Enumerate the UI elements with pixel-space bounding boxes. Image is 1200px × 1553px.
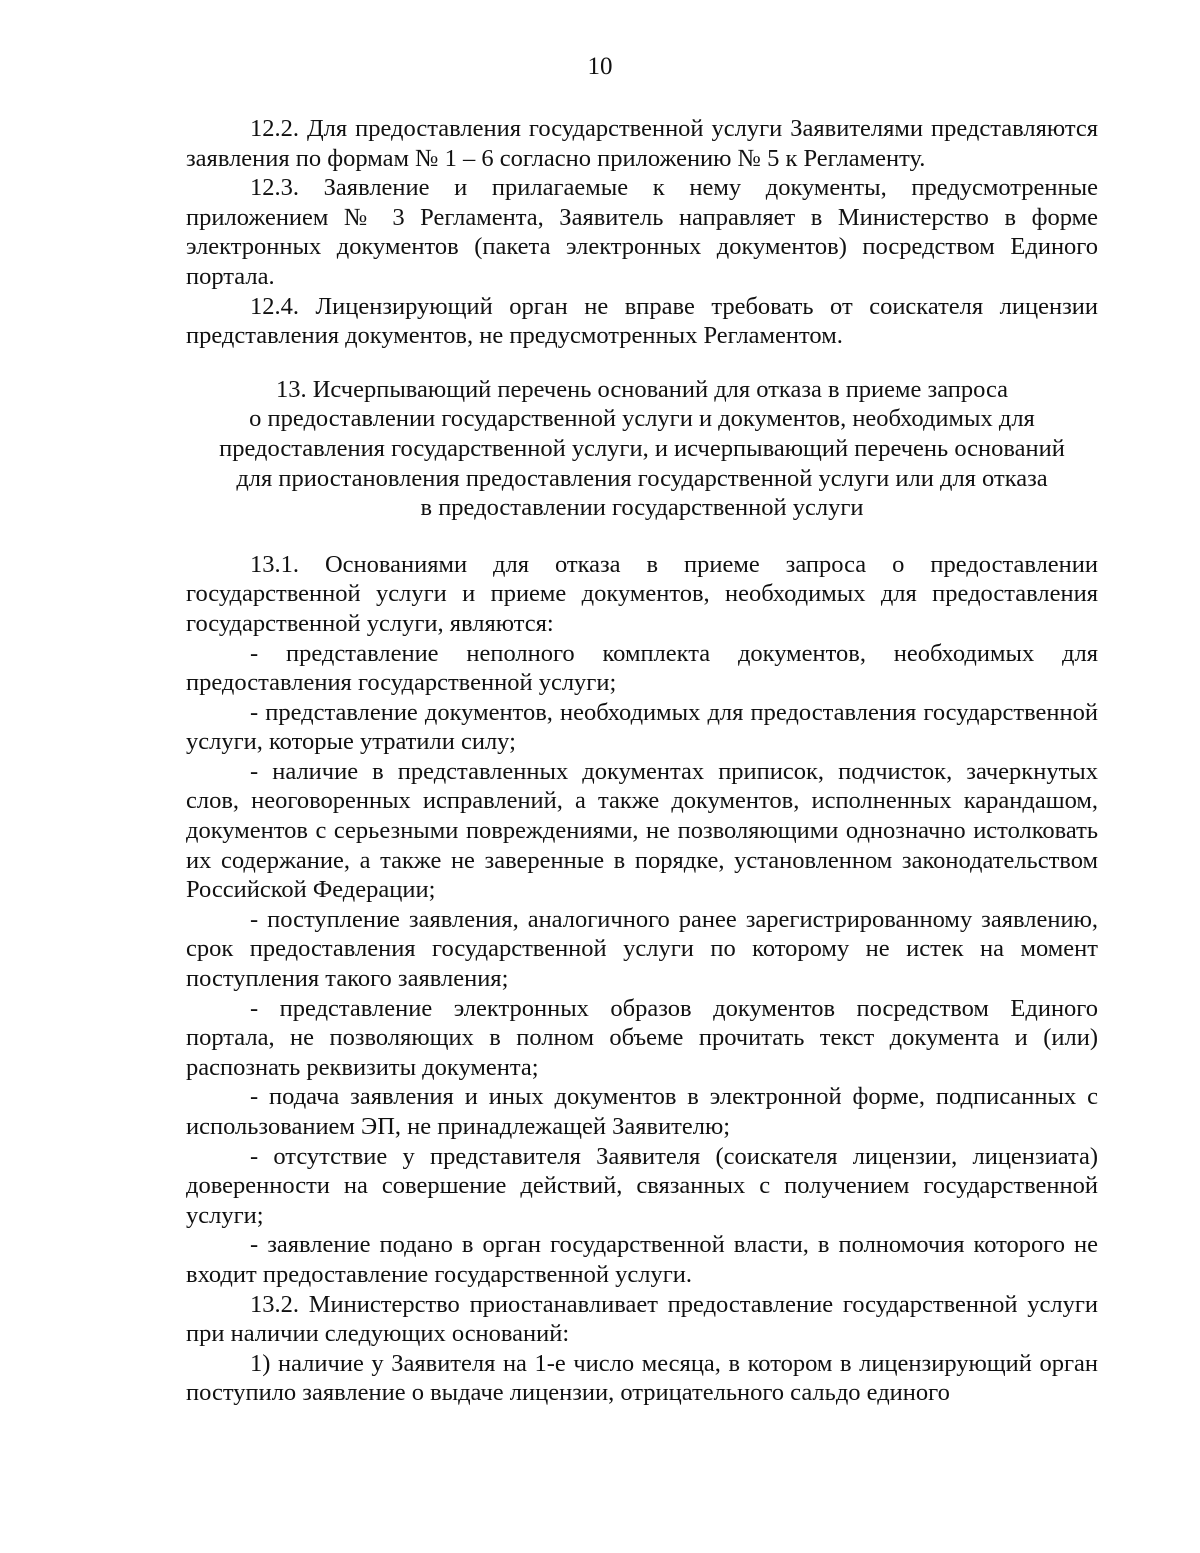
section-13-heading [186, 375, 1098, 523]
paragraph-13-1: 13.1. Основаниями для отказа в приеме запроса о предоставлении государственной услуги и приеме документов, необходимых для предоставления государственной услуги, являются: [186, 550, 1098, 637]
paragraph-12-2: 12.2. Для предоставления государственной услуги Заявителями представляются заявления по формам № 1 – 6 согласно приложению № 5 к Регламенту. [186, 115, 1098, 172]
list-item: - наличие в представленных документах приписок, подчисток, зачеркнутых слов, неоговоренных исправлений, а также документов, исполненных карандашом, документов с серьезными повреждениями, не позволяющими однозначно истолковать их содержание, а также не заверенные в порядке, установленном законодательством Российской Федерации; [186, 757, 1098, 904]
list-item: - заявление подано в орган государственной власти, в полномочия которого не входит предоставление государственной услуги. [186, 1231, 1098, 1288]
list-item: - представление неполного комплекта документов, необходимых для предоставления государственной услуги; [186, 639, 1098, 697]
heading-line: в предоставлении государственной услуги [420, 494, 864, 522]
list-item: - представление документов, необходимых для предоставления государственной услуги, которые утратили силу; [186, 698, 1098, 756]
list-item: - поступление заявления, аналогичного ранее зарегистрированному заявлению, срок предоставления государственной услуги по которому не истек на момент поступления такого заявления; [186, 905, 1098, 993]
paragraph-12-4: 12.4. Лицензирующий орган не вправе требовать от соискателя лицензии представления документов, не предусмотренных Регламентом. [186, 292, 1098, 350]
list-item: - представление электронных образов документов посредством Единого портала, не позволяющих в полном объеме прочитать текст документа и (или) распознать реквизиты документа; [186, 994, 1098, 1081]
heading-line: для приостановления предоставления государственной услуги или для отказа [236, 464, 1048, 492]
heading-line: 13. Исчерпывающий перечень оснований для отказа в приеме запроса [275, 375, 1009, 403]
heading-line: предоставления государственной услуги, и исчерпывающий перечень оснований [219, 434, 1065, 462]
heading-line: о предоставлении государственной услуги и документов, необходимых для [249, 405, 1035, 433]
list-item: - отсутствие у представителя Заявителя (соискателя лицензии, лицензиата) доверенности на совершение действий, связанных с получением государственной услуги; [186, 1142, 1098, 1229]
page-number: 10 [587, 53, 613, 80]
list-item-numbered: 1) наличие у Заявителя на 1-е число месяца, в котором в лицензирующий орган поступило заявление о выдаче лицензии, отрицательного сальдо единого [186, 1349, 1098, 1407]
paragraph-12-3: 12.3. Заявление и прилагаемые к нему документы, предусмотренные приложением № 3 Регламента, Заявитель направляет в Министерство в форме электронных документов (пакета электронных документов) посредством Единого портала. [186, 174, 1098, 290]
list-item: - подача заявления и иных документов в электронной форме, подписанных с использованием ЭП, не принадлежащей Заявителю; [186, 1083, 1098, 1140]
document-body [186, 114, 1098, 1408]
paragraph-13-2: 13.2. Министерство приостанавливает предоставление государственной услуги при наличии следующих оснований: [186, 1290, 1098, 1348]
